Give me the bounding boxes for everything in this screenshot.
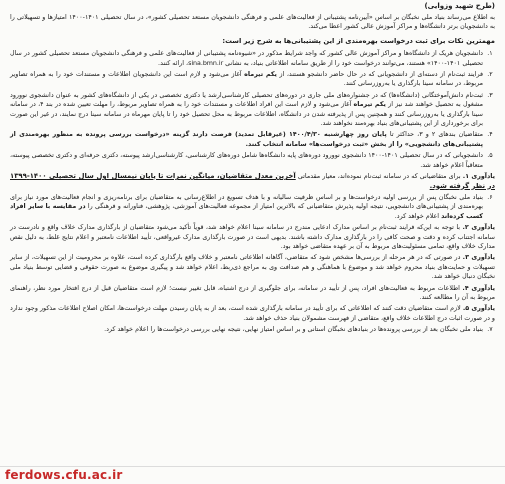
note-text: برای متقاضیانی که در سامانه ثبت‌نام نموده‌اند، معیار مقدماتی [297, 173, 461, 181]
list-text-tail: آغاز می‌شود و لازم است این افراد اطلاعات و مستندات خود را به همراه تصاویر مربوط، را مهلت تعیین شده در بند ۴، در سامانه سینا بارگذاری یا به‌روزرسانی کنند و همچنین پس از پذیرفته شدن در دانشگاه، اطلاعات مربوط به محل تحصیل خود را تا پایان مهرماه در سامانه سینا درج نمایند، در غیر این صورت برای برخورداری از این پشتیبانی‌های بنیاد بهره‌مند نخواهند شد. [10, 101, 483, 128]
announcement-body [10, 2, 495, 464]
list-text-bold: یکم تیرماه [244, 71, 277, 79]
note-label: یادآوری ۳. [462, 254, 495, 262]
section-title: مهمترین نکات برای ثبت درخواست بهره‌مندی از این پشتیبانی‌ها به شرح زیر است: [222, 36, 495, 45]
list-number: ۱. [487, 50, 493, 58]
list-text: بنیاد ملی نخبگان پس از بررسی اولیه درخواست‌ها و بر اساس ظرفیت سالیانه و با هدف تسویع در اطلاع‌رسانی به متقاضیان برای برنامه‌ریزی و انجام فعالیت‌های مورد نیاز برای بهره‌مندی از پشتیبانی‌های دانشجویی، نتیجه اولیه پذیرش متقاضیانی که بالاترین امتیاز از مجموعه فعالیت‌های آموزشی، پژوهشی، فناورانه و فرهنگی را [10, 193, 483, 211]
list-item-4 [10, 130, 495, 149]
note-label: یادآوری ۴. [462, 284, 495, 292]
footer-divider [0, 466, 505, 467]
list-item-3 [10, 91, 495, 129]
note-3 [10, 253, 495, 281]
list-text-tail: اعلام خواهد کرد. [394, 212, 440, 220]
list-number: ۲. [487, 71, 493, 79]
list-number: ۷. [487, 326, 493, 334]
list-text: ثبت‌نام دانش‌آموختگانی (دانشگاه‌ها) که در جشنواره‌های ملی جاری در دوره‌های تحصیلی کارشناسی‌ارشد یا دکتری تخصصی در یکی از دانشگاه‌های کشور به عنوان دانشجوی نوورود مشغول به تحصیل خواهند شد نیز از [10, 91, 483, 109]
note-text: اطلاعات مربوط به فعالیت‌های افراد، پس از تأیید در سامانه، برای جلوگیری از درج اشتباه، قابل تغییر نیست؛ لازم است متقاضیان قبل از درج افتخار مورد نظر، راهنمای مربوط به آن را مطالعه کنند. [10, 284, 495, 301]
list-text-bold: در مقایسه با سایر افراد کسب کرده‌اند [10, 203, 483, 220]
note-text: در صورتی که در هر مرحله از بررسی‌ها مشخص شود که متقاضی، آگاهانه اطلاعاتی نامعتبر و خلاف واقع بارگذاری کرده است، علاوه بر محرومیت از این تسهیلات، از سایر تسهیلات و حمایت‌های بنیاد محروم خواهد شد و موضوع با هماهنگی و هم صدافت وی به مراجع ذی‌ربط، اعلام خواهد شد و پیگیری موضوع به صورت حقوقی و قضایی توسط بنیاد ملی نخبگان دنبال خواهد شد. [10, 254, 495, 281]
list-text: بنیاد ملی نخبگان بعد از بررسی پرونده‌ها در بنیادهای نخبگان استانی و بر اساس امتیاز نهایی، نتیجه نهایی بررسی درخواست‌ها را اعلام خواهد کرد. [104, 326, 483, 334]
note-text-bold: آخرین معدل متقاضیان، میانگین نمرات تا پایان نیمسال اول سال تحصیلی ۱۴۰۰-۱۳۹۹ در نظر گرفته شود. [10, 172, 495, 190]
site-address-link[interactable]: sina.bmn.ir [188, 59, 224, 67]
list-item-1 [10, 49, 495, 68]
note-2 [10, 223, 495, 251]
list-item-7 [10, 325, 495, 334]
note-4 [10, 284, 495, 303]
footer-bar [0, 466, 505, 484]
list-number: ۴. [487, 131, 493, 139]
list-text-tail: آغاز می‌شود و لازم است این دانشجویان اطلاعات و مستندات خود را به همراه تصاویر مربوط، در سامانه سینا بارگذاری یا به‌روزرسانی کنند. [10, 71, 483, 88]
list-text-bold: پایان روز چهارشنبه ۱۴۰۰/۴/۳۰ (غیرقابل تمدید) [234, 131, 387, 139]
list-text: متقاضیان بندهای ۲ و ۳، حداکثر تا [389, 131, 483, 139]
list-text: فرایند ثبت‌نام از دسته‌ای از دانشجویانی که در حال حاضر دانشجو هستند، از [279, 71, 483, 79]
list-item-6 [10, 193, 495, 221]
list-number: ۳. [487, 91, 493, 99]
list-text-tail: ، ارائه کنند. [158, 59, 189, 67]
list-number: ۵. [487, 152, 493, 160]
list-text: دانشجویانی که در سال تحصیلی ۱۴۰۱-۱۴۰۰ دانشجوی نوورود دوره‌های پایه دانشگاه‌ها شامل دوره‌های کارشناسی، کارشناسی‌ارشد پیوسته، دکتری حرفه‌ای و دکتری تخصصی پیوسته، متعاقباً اعلام خواهد شد. [10, 152, 483, 169]
note-label: یادآوری ۲. [462, 224, 495, 232]
list-item-5 [10, 151, 495, 170]
list-item-2 [10, 70, 495, 89]
note-label: یادآوری ۱. [462, 173, 495, 181]
intro-paragraph: به اطلاع می‌رساند بنیاد ملی نخبگان بر اساس «آیین‌نامه پشتیبانی از فعالیت‌های علمی و فرهنگی دانشجویان مستعد تحصیلی کشور»، در سال تحصیلی ۱۴۰۱-۱۴۰۰ امتیازها و تسهیلاتی را به دانشجویان برتر دانشگاه‌ها و مراکز آموزش عالی کشور اعطا می‌کند. [10, 14, 495, 31]
note-5 [10, 304, 495, 323]
note-label: یادآوری ۵. [462, 305, 495, 313]
note-text: لازم است متقاضیان دقت کنند که اطلاعاتی که برای تأیید در سامانه بارگذاری شده است، بعد از به پایان رسیدن مهلت درخواست‌ها، امکان اصلاح اطلاعات مذکور وجود ندارد و در صورت اثبات درج اطلاعات خلاف واقع، متقاضی از فهرست مشمولان بنیاد حذف خواهد شد. [10, 305, 495, 322]
list-number: ۶. [487, 193, 493, 201]
list-text-bold: یکم تیرماه [353, 101, 386, 109]
note-1 [10, 172, 495, 191]
list-text: دانشجویان هریک از دانشگاه‌ها و مراکز آموزش عالی کشور که واجد شرایط مذکور در «شیوه‌نامه پشتیبانی از فعالیت‌های علمی و فرهنگی دانشجویان مستعد تحصیلی کشور در سال تحصیلی ۱۴۰۱-۱۴۰۰» هستند، می‌توانند درخواست خود را از طریق سامانه اطلاعاتی بنیاد، به نشانی [10, 50, 483, 67]
header-note: (طرح شهید وزوایی) [424, 2, 495, 10]
site-watermark: ferdows.cfu.ac.ir [5, 468, 123, 482]
list-text-tail: فرصت دارند گزینه «درخواست بررسی پرونده به منظور بهره‌مندی از پشتیبانی‌های دانشجویی» را از بخش «ثبت درخواست‌ها» سامانه انتخاب کنند. [10, 131, 483, 148]
note-text: با توجه به این‌که فرایند ثبت‌نام بر اساس مدارک ادعایی مندرج در سامانه سینا اعلام خواهد شد، قویاً تأکید می‌شود متقاضیان از بارگذاری مدارک خلاف واقع و نادرست در سامانه اجتناب کرده و دقت و صحت کافی را در بارگذاری مدارک داشته باشند. بدیهی است در صورت بارگذاری مدارک غیرواقعی، تأیید اطلاعات نامعتبر و اعلام نتایج غلط، به دلیل نقص مدارک خلاف واقع، تمامی مسئولیت‌های مربوط به آن بر عهده متقاضی خواهد بود. [10, 224, 495, 250]
